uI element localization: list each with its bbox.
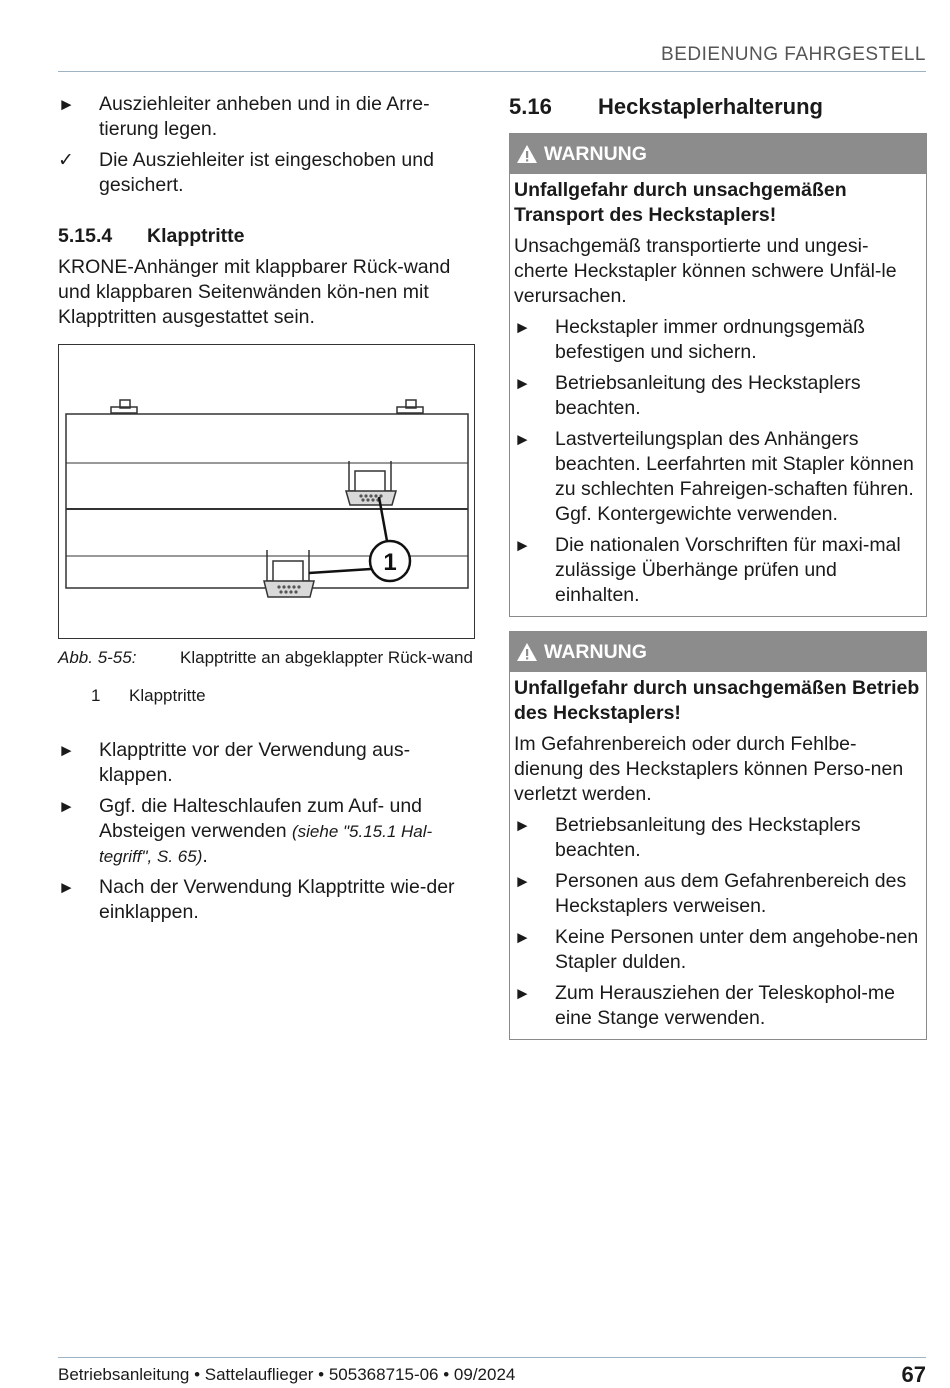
step-text: Ggf. die Halteschlaufen zum Auf- und Absteigen verwenden [99, 795, 423, 842]
bullet-arrow-icon: ► [514, 536, 531, 555]
bullet-arrow-icon: ► [58, 95, 75, 114]
figure-caption [58, 647, 478, 669]
list-item [58, 738, 478, 788]
list-item-text: Die Ausziehleiter ist eingeschoben und gesichert. [99, 149, 434, 196]
checkmark-icon: ✓ [58, 150, 74, 171]
section-title: Heckstaplerhalterung [598, 94, 823, 119]
list-item-text: Betriebsanleitung des Heckstaplers beachten. [555, 814, 861, 861]
bullet-arrow-icon: ► [58, 797, 75, 816]
footer-divider [58, 1357, 926, 1358]
warning-text: Im Gefahrenbereich oder durch Fehlbe-dienung des Heckstaplers können Perso-nen verletzt werden. [514, 733, 904, 805]
warning-title: Unfallgefahr durch unsachgemäßen Transport des Heckstaplers! [514, 179, 847, 226]
subsection-number: 5.15.4 [58, 225, 113, 247]
list-item [58, 148, 478, 198]
list-item-text: Personen aus dem Gefahrenbereich des Heckstaplers verweisen. [555, 870, 907, 917]
bullet-arrow-icon: ► [514, 430, 531, 449]
list-item [58, 92, 478, 142]
running-header: BEDIENUNG FAHRGESTELL [661, 44, 926, 65]
list-item [514, 371, 922, 421]
list-item [514, 925, 922, 975]
figure-klapptritte [58, 344, 475, 639]
warning-text: Unsachgemäß transportierte und ungesi-cherte Heckstapler können schwere Unfäl-le verursachen. [514, 235, 897, 307]
list-item-text: Keine Personen unter dem angehobe-nen Stapler dulden. [555, 926, 919, 973]
bullet-arrow-icon: ► [514, 374, 531, 393]
warning-box [509, 631, 927, 1040]
list-item-text: Nach der Verwendung Klapptritte wie-der einklappen. [99, 876, 455, 923]
list-item [514, 813, 922, 863]
figure-legend [91, 683, 478, 708]
legend-text: Klapptritte [129, 686, 206, 705]
bullet-arrow-icon: ► [514, 928, 531, 947]
warning-header [510, 632, 926, 672]
section-heading [509, 94, 927, 119]
caption-label: Abb. 5-55: [58, 648, 137, 667]
right-column [509, 92, 927, 1054]
warning-header [510, 134, 926, 174]
list-item-text: Lastverteilungsplan des Anhängers beachten. Leerfahrten mit Stapler können zu schlechten Fahreigen-schaften führen. Ggf. Kontergewichte verwenden. [555, 428, 914, 525]
warning-triangle-icon [516, 642, 538, 662]
caption-text: Klapptritte an abgeklappter Rück-wand [180, 648, 473, 667]
bullet-arrow-icon: ► [58, 878, 75, 897]
bullet-arrow-icon: ► [514, 872, 531, 891]
legend-number: 1 [91, 686, 101, 705]
bullet-arrow-icon: ► [514, 984, 531, 1003]
callout-label: 1 [383, 549, 397, 576]
list-item [514, 427, 922, 527]
warning-label: WARNUNG [544, 640, 647, 663]
paragraph: KRONE-Anhänger mit klappbarer Rück-wand und klappbaren Seitenwänden kön-nen mit Klapptritten ausgestattet sein. [58, 256, 451, 328]
left-column [58, 92, 478, 931]
section-number: 5.16 [509, 94, 552, 119]
bullet-arrow-icon: ► [514, 816, 531, 835]
list-item [58, 794, 478, 869]
list-item-text: Zum Herausziehen der Teleskophol-me eine Stange verwenden. [555, 982, 895, 1029]
page-number: 67 [901, 1362, 926, 1387]
list-item [514, 315, 922, 365]
wall-illustration [59, 345, 474, 638]
list-item-text: Heckstapler immer ordnungsgemäß befestigen und sichern. [555, 316, 865, 363]
warning-triangle-icon [516, 144, 538, 164]
subsection-heading [58, 224, 478, 249]
subsection-title: Klapptritte [147, 225, 245, 247]
list-item [514, 981, 922, 1031]
header-divider [58, 71, 926, 72]
warning-title: Unfallgefahr durch unsachgemäßen Betrieb des Heckstaplers! [514, 677, 920, 724]
list-item-text: Ggf. die Halteschlaufen zum Auf- und Absteigen verwenden (siehe "5.15.1 Hal-tegriff", S. 65). [99, 795, 433, 867]
warning-box [509, 133, 927, 617]
list-item-text: Die nationalen Vorschriften für maxi-mal zulässige Überhänge prüfen und einhalten. [555, 534, 901, 606]
list-item [514, 533, 922, 608]
list-item [58, 875, 478, 925]
list-item-text: Klapptritte vor der Verwendung aus-klappen. [99, 739, 411, 786]
list-item [514, 869, 922, 919]
list-item-text: Ausziehleiter anheben und in die Arre-tierung legen. [99, 93, 430, 140]
bullet-arrow-icon: ► [514, 318, 531, 337]
list-item-text: Betriebsanleitung des Heckstaplers beachten. [555, 372, 861, 419]
cross-reference-link[interactable]: (siehe "5.15.1 Hal-tegriff", S. 65) [99, 822, 433, 866]
bullet-arrow-icon: ► [58, 741, 75, 760]
warning-label: WARNUNG [544, 142, 647, 165]
footer-text: Betriebsanleitung • Sattelauflieger • 505368715-06 • 09/2024 [58, 1365, 516, 1384]
